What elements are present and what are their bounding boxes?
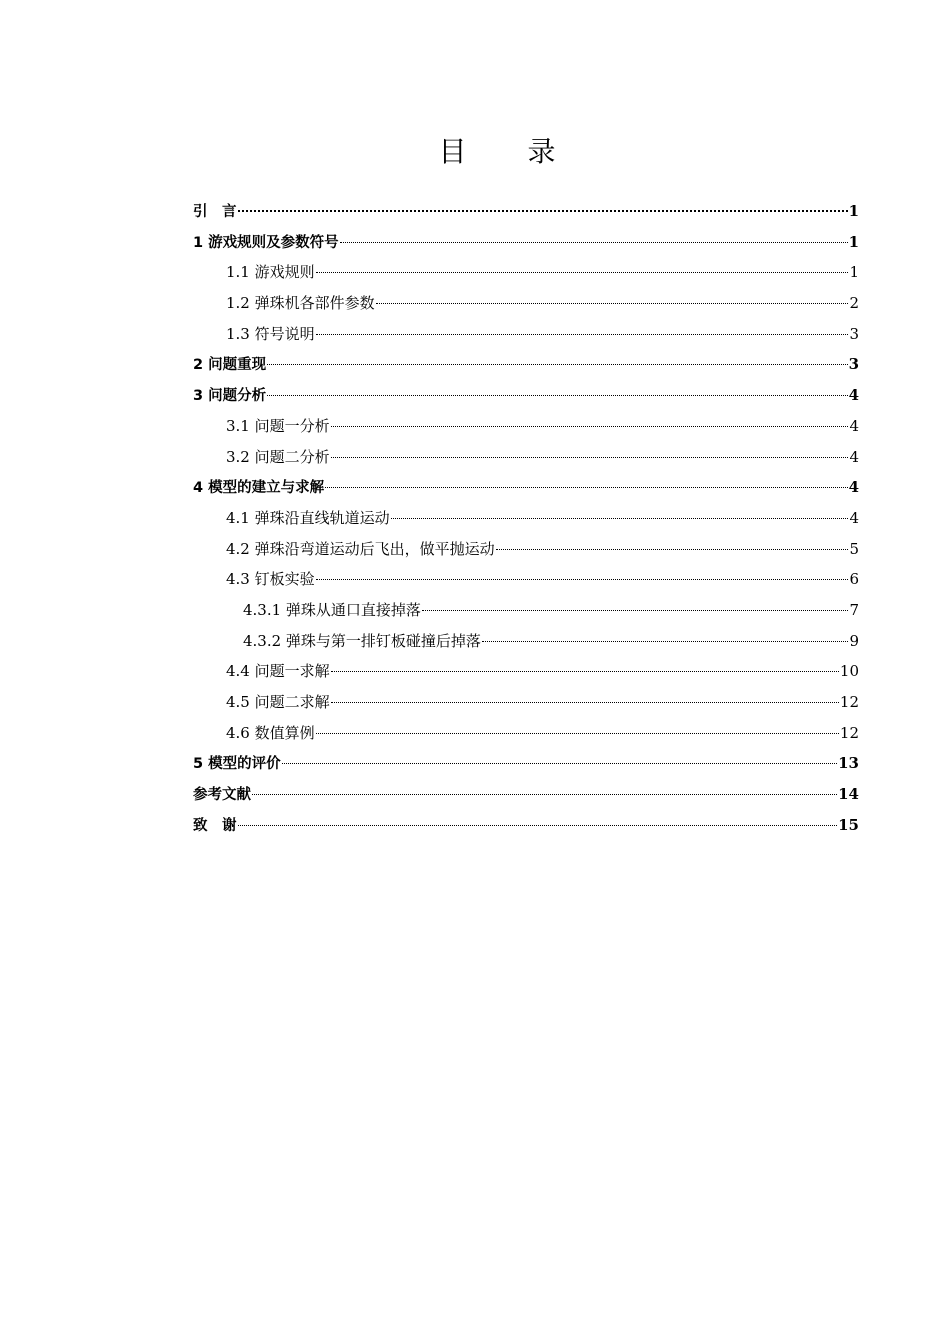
toc-dot-leader bbox=[376, 303, 849, 304]
toc-entry-label: 引 言 bbox=[193, 204, 237, 220]
toc-entry-label: 3.2 问题二分析 bbox=[226, 447, 330, 466]
toc-dot-leader bbox=[391, 518, 849, 519]
toc-page-number: 4 bbox=[849, 508, 859, 527]
toc-entry[interactable] bbox=[193, 349, 859, 380]
toc-page-number: 12 bbox=[839, 723, 859, 742]
toc-entry-label: 4.6 数值算例 bbox=[226, 723, 315, 742]
toc-page-number: 3 bbox=[848, 355, 859, 374]
toc-dot-leader bbox=[340, 242, 848, 243]
toc-entry-label: 4.4 问题一求解 bbox=[226, 662, 330, 681]
toc-entry-label: 参考文献 bbox=[193, 787, 251, 804]
toc-entry[interactable] bbox=[193, 319, 859, 350]
toc-page-number: 1 bbox=[848, 202, 859, 220]
toc-page-number: 4 bbox=[848, 386, 859, 405]
toc-entry[interactable] bbox=[193, 656, 859, 687]
toc-page-number: 9 bbox=[849, 631, 859, 650]
toc-title: 目 录 bbox=[438, 135, 582, 168]
toc-entry-label: 4.2 弹珠沿弯道运动后飞出，做平抛运动 bbox=[226, 539, 495, 558]
toc-dot-leader bbox=[267, 364, 847, 365]
toc-page-number: 1 bbox=[849, 263, 859, 282]
toc-page-number: 4 bbox=[849, 447, 859, 466]
toc-entry[interactable] bbox=[193, 748, 859, 779]
toc-entry-label: 致 谢 bbox=[193, 817, 237, 834]
toc-entry-label: 3.1 问题一分析 bbox=[226, 416, 330, 435]
toc-page-number: 4 bbox=[849, 416, 859, 435]
toc-dot-leader bbox=[325, 487, 847, 488]
toc-entry[interactable] bbox=[193, 503, 859, 534]
toc-dot-leader bbox=[331, 702, 839, 703]
table-of-contents bbox=[193, 196, 859, 840]
toc-dot-leader bbox=[316, 272, 849, 273]
toc-page-number: 6 bbox=[849, 570, 859, 589]
toc-page-number: 15 bbox=[838, 815, 859, 834]
toc-entry[interactable] bbox=[193, 227, 859, 258]
toc-entry[interactable] bbox=[193, 810, 859, 841]
toc-dot-leader bbox=[422, 610, 849, 611]
toc-dot-leader bbox=[316, 579, 849, 580]
toc-dot-leader bbox=[496, 549, 849, 550]
toc-entry[interactable] bbox=[193, 257, 859, 288]
toc-entry[interactable] bbox=[193, 626, 859, 657]
toc-entry-label: 4.3.1 弹珠从通口直接掉落 bbox=[243, 600, 421, 619]
toc-dot-leader bbox=[238, 825, 838, 826]
toc-entry-label: 3 问题分析 bbox=[193, 388, 267, 405]
toc-dot-leader bbox=[331, 671, 839, 672]
toc-dot-leader bbox=[267, 395, 847, 396]
toc-entry[interactable] bbox=[193, 411, 859, 442]
toc-entry-label: 4.3.2 弹珠与第一排钉板碰撞后掉落 bbox=[243, 631, 481, 650]
toc-entry-label: 1 游戏规则及参数符号 bbox=[193, 234, 339, 251]
toc-entry[interactable] bbox=[193, 534, 859, 565]
toc-entry-label: 4 模型的建立与求解 bbox=[193, 480, 325, 497]
toc-page-number: 14 bbox=[838, 785, 859, 804]
toc-entry-label: 1.1 游戏规则 bbox=[226, 263, 315, 282]
toc-dot-leader bbox=[482, 641, 849, 642]
toc-page-number: 7 bbox=[849, 600, 859, 619]
toc-page-number: 13 bbox=[838, 754, 859, 773]
toc-page-number: 12 bbox=[839, 693, 859, 711]
toc-entry[interactable] bbox=[193, 779, 859, 810]
toc-entry[interactable] bbox=[193, 687, 859, 718]
toc-entry-label: 4.5 问题二求解 bbox=[226, 693, 330, 711]
toc-entry[interactable] bbox=[193, 472, 859, 503]
toc-entry-label: 1.3 符号说明 bbox=[226, 324, 315, 343]
toc-entry[interactable] bbox=[193, 196, 859, 227]
toc-page-number: 4 bbox=[848, 478, 859, 497]
toc-entry[interactable] bbox=[193, 442, 859, 473]
toc-entry[interactable] bbox=[193, 718, 859, 749]
toc-page-number: 1 bbox=[848, 232, 859, 251]
toc-dot-leader bbox=[316, 334, 849, 335]
toc-page-number: 10 bbox=[839, 662, 859, 681]
toc-entry-label: 5 模型的评价 bbox=[193, 756, 281, 773]
toc-dot-leader bbox=[316, 733, 839, 734]
toc-entry[interactable] bbox=[193, 380, 859, 411]
toc-entry-label: 2 问题重现 bbox=[193, 357, 267, 374]
toc-entry[interactable] bbox=[193, 595, 859, 626]
toc-entry-label: 4.3 钉板实验 bbox=[226, 570, 315, 589]
toc-dot-leader bbox=[331, 457, 849, 458]
toc-entry[interactable] bbox=[193, 288, 859, 319]
toc-entry-label: 4.1 弹珠沿直线轨道运动 bbox=[226, 508, 390, 527]
toc-dot-leader bbox=[282, 763, 837, 764]
toc-dot-leader bbox=[238, 210, 848, 212]
toc-entry-label: 1.2 弹珠机各部件参数 bbox=[226, 294, 375, 313]
toc-dot-leader bbox=[331, 426, 849, 427]
toc-page-number: 2 bbox=[849, 294, 859, 313]
toc-page-number: 3 bbox=[849, 324, 859, 343]
toc-dot-leader bbox=[252, 794, 837, 795]
toc-entry[interactable] bbox=[193, 564, 859, 595]
toc-page-number: 5 bbox=[849, 539, 859, 558]
